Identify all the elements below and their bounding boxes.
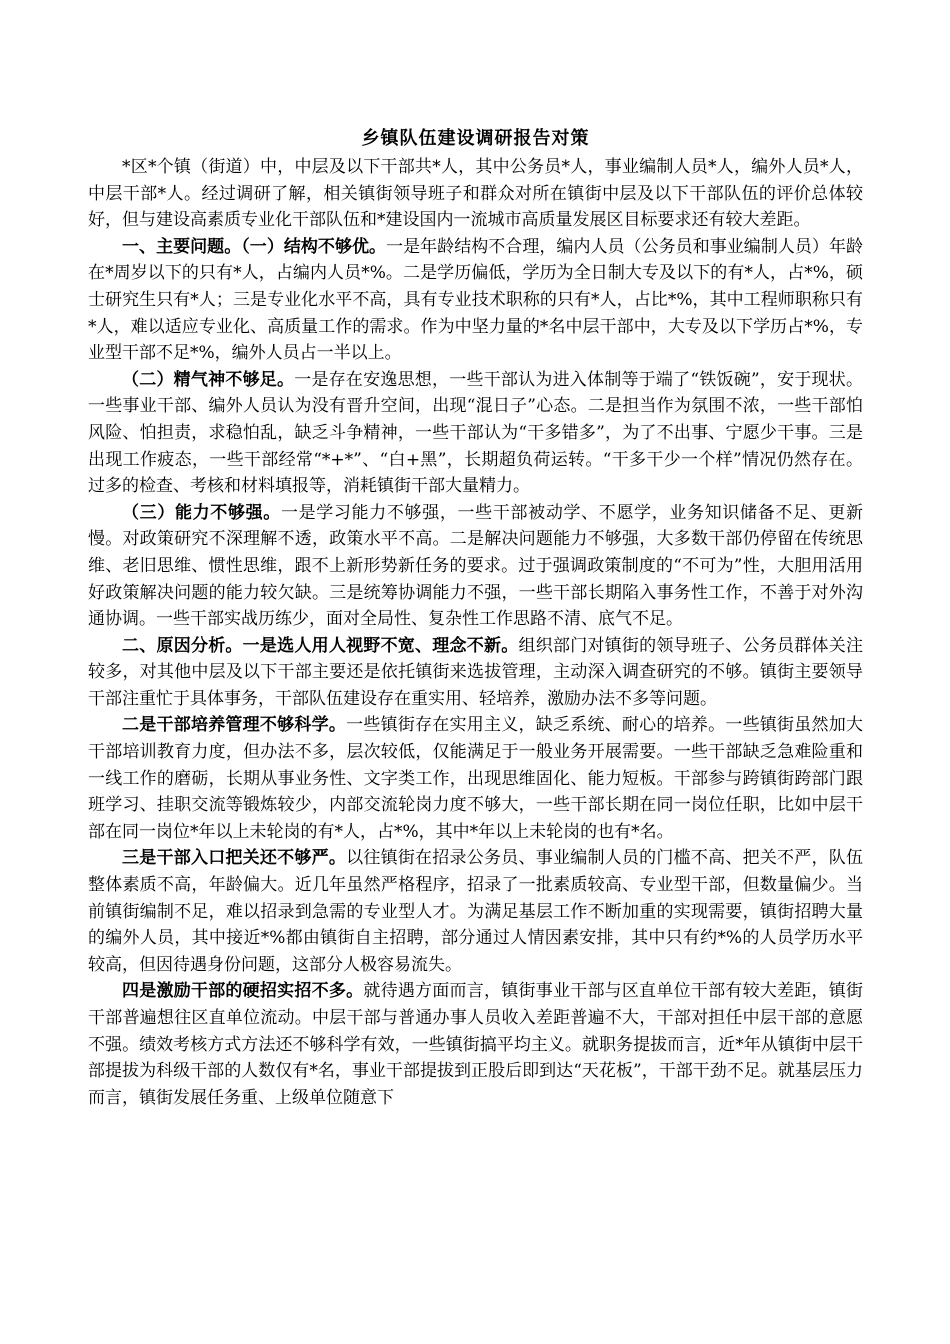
paragraph-cause-selection xyxy=(88,633,863,713)
paragraph-text: 组织部门对镇街的领导班子、公务员群体关注较多，对其他中层及以下干部主要还是依托镇街来选拔管理，主动深入调查研究的不够。镇街主要领导干部注重忙于具体事务，干部队伍建设存在重实用、轻培养，激励办法不多等问题。 xyxy=(88,635,864,709)
paragraph-text: 就待遇方面而言，镇街事业干部与区直单位干部有较大差距，镇街干部普遍想往区直单位流动。中层干部与普通办事人员收入差距普遍不大，干部对担任中层干部的意愿不强。绩效考核方式方法还不够科学有效，一些镇街搞平均主义。就职务提拔而言，近*年从镇街中层干部提拔为科级干部的人数仅有*名，事业干部提拔到正股后即到达“天花板”，干部干劲不足。就基层压力而言，镇街发展任务重、上级单位随意下 xyxy=(88,981,864,1108)
paragraph-lead: 四是激励干部的硬招实招不多。 xyxy=(122,981,364,1002)
paragraph-structure xyxy=(88,234,863,367)
document-page xyxy=(88,126,863,1111)
paragraph-cause-entry xyxy=(88,845,863,978)
paragraph-ability xyxy=(88,500,863,633)
paragraph-lead: 一、主要问题。（一）结构不够优。 xyxy=(122,236,387,257)
paragraph-lead: 二、原因分析。一是选人用人视野不宽、理念不新。 xyxy=(122,635,519,656)
document-title: 乡镇队伍建设调研报告对策 xyxy=(361,128,590,149)
paragraph-cause-incentive xyxy=(88,978,863,1111)
paragraph-text: 一是存在安逸思想，一些干部认为进入体制等于端了“铁饭碗”，安于现状。一些事业干部、编外人员认为没有晋升空间，出现“混日子”心态。二是担当作为氛围不浓，一些干部怕风险、怕担责，求稳怕乱，缺乏斗争精神，一些干部认为“干多错多”，为了不出事、宁愿少干事。三是出现工作疲态，一些干部经常“*+*”、“白+黑”，长期超负荷运转。“干多干少一个样”情况仍然存在。过多的检查、考核和材料填报等，消耗镇街干部大量精力。 xyxy=(88,369,863,497)
paragraph-text: 一些镇街存在实用主义，缺乏系统、耐心的培养。一些镇街虽然加大干部培训教育力度，但办法不多，层次较低，仅能满足于一般业务开展需要。一些干部缺乏急难险重和一线工作的磨砺，长期从事业务性、文字类工作，出现思维固化、能力短板。干部参与跨镇街跨部门跟班学习、挂职交流等锻炼较少，内部交流轮岗力度不够大，一些干部长期在同一岗位任职，比如中层干部在同一岗位*年以上未轮岗的有*人，占*%，其中*年以上未轮岗的也有*名。 xyxy=(88,715,864,842)
paragraph-text: *区*个镇（街道）中，中层及以下干部共*人，其中公务员*人，事业编制人员*人，编外人员*人，中层干部*人。经过调研了解，相关镇街领导班子和群众对所在镇街中层及以下干部队伍的评价总体较好，但与建设高素质专业化干部队伍和*建设国内一流城市高质量发展区目标要求还有较大差距。 xyxy=(88,157,863,231)
paragraph-cause-training xyxy=(88,712,863,845)
paragraph-lead: 三是干部入口把关还不够严。 xyxy=(122,848,347,869)
paragraph-lead: （三）能力不够强。 xyxy=(122,502,281,523)
paragraph-text: 以往镇街在招录公务员、事业编制人员的门槛不高、把关不严，队伍整体素质不高，年龄偏大。近几年虽然严格程序，招录了一批素质较高、专业型干部，但数量偏少。当前镇街编制不足，难以招录到急需的专业型人才。为满足基层工作不断加重的实现需要，镇街招聘大量的编外人员，其中接近*%都由镇街自主招聘，部分通过人情因素安排，其中只有约*%的人员学历水平较高，但因待遇身份问题，这部分人极容易流失。 xyxy=(88,848,864,975)
paragraph-spirit xyxy=(88,367,863,500)
paragraph-intro xyxy=(88,154,863,234)
paragraph-text: 一是年龄结构不合理，编内人员（公务员和事业编制人员）年龄在*周岁以下的只有*人，占编内人员*%。二是学历偏低，学历为全日制大专及以下的有*人，占*%，硕士研究生只有*人；三是专业化水平不高，具有专业技术职称的只有*人，占比*%，其中工程师职称只有*人，难以适应专业化、高质量工作的需求。作为中坚力量的*名中层干部中，大专及以下学历占*%，专业型干部不足*%，编外人员占一半以上。 xyxy=(88,236,864,364)
paragraph-text: 一是学习能力不够强，一些干部被动学、不愿学，业务知识储备不足、更新慢。对政策研究不深理解不透，政策水平不高。二是解决问题能力不够强，大多数干部仍停留在传统思维、老旧思维、惯性思维，跟不上新形势新任务的要求。过于强调政策制度的“不可为”性，大胆用活用好政策解决问题的能力较欠缺。三是统筹协调能力不强，一些干部长期陷入事务性工作，不善于对外沟通协调。一些干部实战历练少，面对全局性、复杂性工作思路不清、底气不足。 xyxy=(88,502,864,630)
paragraph-lead: 二是干部培养管理不够科学。 xyxy=(122,715,347,736)
paragraph-lead: （二）精气神不够足。 xyxy=(122,369,295,390)
